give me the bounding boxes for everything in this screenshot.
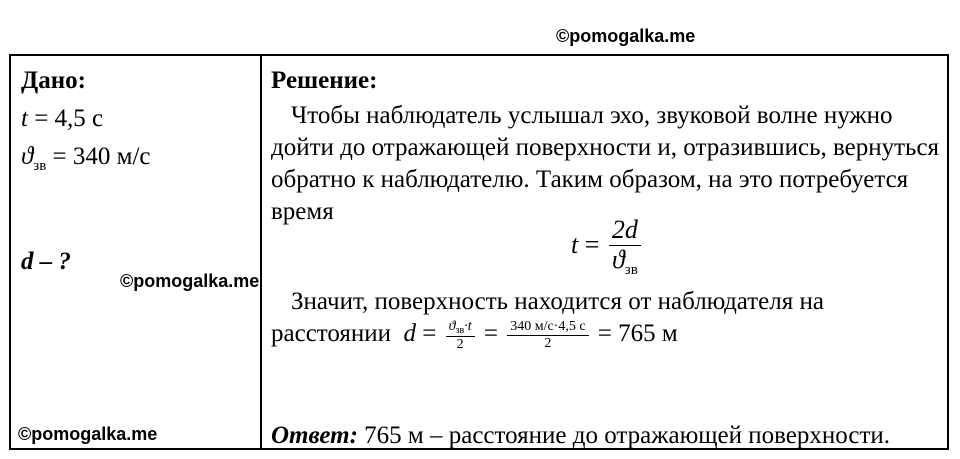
given-column: [21, 62, 151, 185]
distance-result: = 765 м: [591, 320, 678, 347]
watermark-top: ©pomogalka.me: [556, 26, 696, 46]
time-value: = 4,5 с: [27, 105, 104, 132]
paragraph-2-line-2: расстоянии d = $\frac{ϑ_{зв}\cdot t}{2}$ = $\frac{340 м/с\cdot 4,5 с}{2}$ = 765 м: [271, 318, 678, 352]
distance-fraction-2: $\frac{340 м/с\cdot 4,5 с}{2}$: [507, 319, 588, 351]
paragraph-2-line-1: Значит, поверхность находится от наблюдателя на: [291, 288, 824, 315]
fraction-numerator: 2d: [609, 216, 641, 246]
formula-lhs: t: [571, 230, 579, 260]
find-unknown: d – ?: [21, 248, 71, 275]
solution-title: Решение:: [271, 67, 378, 94]
distance-symbol: d: [403, 320, 417, 347]
answer-label: Ответ:: [271, 422, 358, 449]
answer-text: 765 м – расстояние до отражающей поверхности.: [357, 422, 891, 449]
formula-eq: =: [578, 230, 606, 260]
watermark-bottom: ©pomogalka.me: [18, 424, 158, 444]
task-table: [9, 54, 949, 450]
speed-value: = 340 м/с: [46, 143, 151, 170]
given-title: Дано:: [21, 67, 86, 94]
speed-subscript: зв: [33, 158, 47, 174]
speed-symbol: ϑ: [21, 143, 34, 170]
solution-paragraph-2: [271, 286, 941, 352]
time-symbol: t: [21, 105, 28, 132]
answer: [271, 422, 890, 450]
given-sound-speed: [21, 138, 151, 185]
time-formula: [571, 216, 644, 278]
fraction-denominator: $ϑ_{зв}$: [612, 244, 638, 278]
solution-column: [271, 62, 941, 228]
column-divider: [260, 56, 262, 448]
distance-fraction-1: $\frac{ϑ_{зв}\cdot t}{2}$: [446, 319, 475, 352]
solution-paragraph-1: Чтобы наблюдатель услышал эхо, звуковой волне нужно дойти до отражающей поверхности и, отразившись, вернуться обратно к наблюдателю. Таким образом, на это потребуется время: [271, 102, 940, 225]
given-time: [21, 100, 151, 138]
watermark-middle: ©pomogalka.me: [120, 271, 260, 291]
formula-fraction: [609, 216, 641, 278]
